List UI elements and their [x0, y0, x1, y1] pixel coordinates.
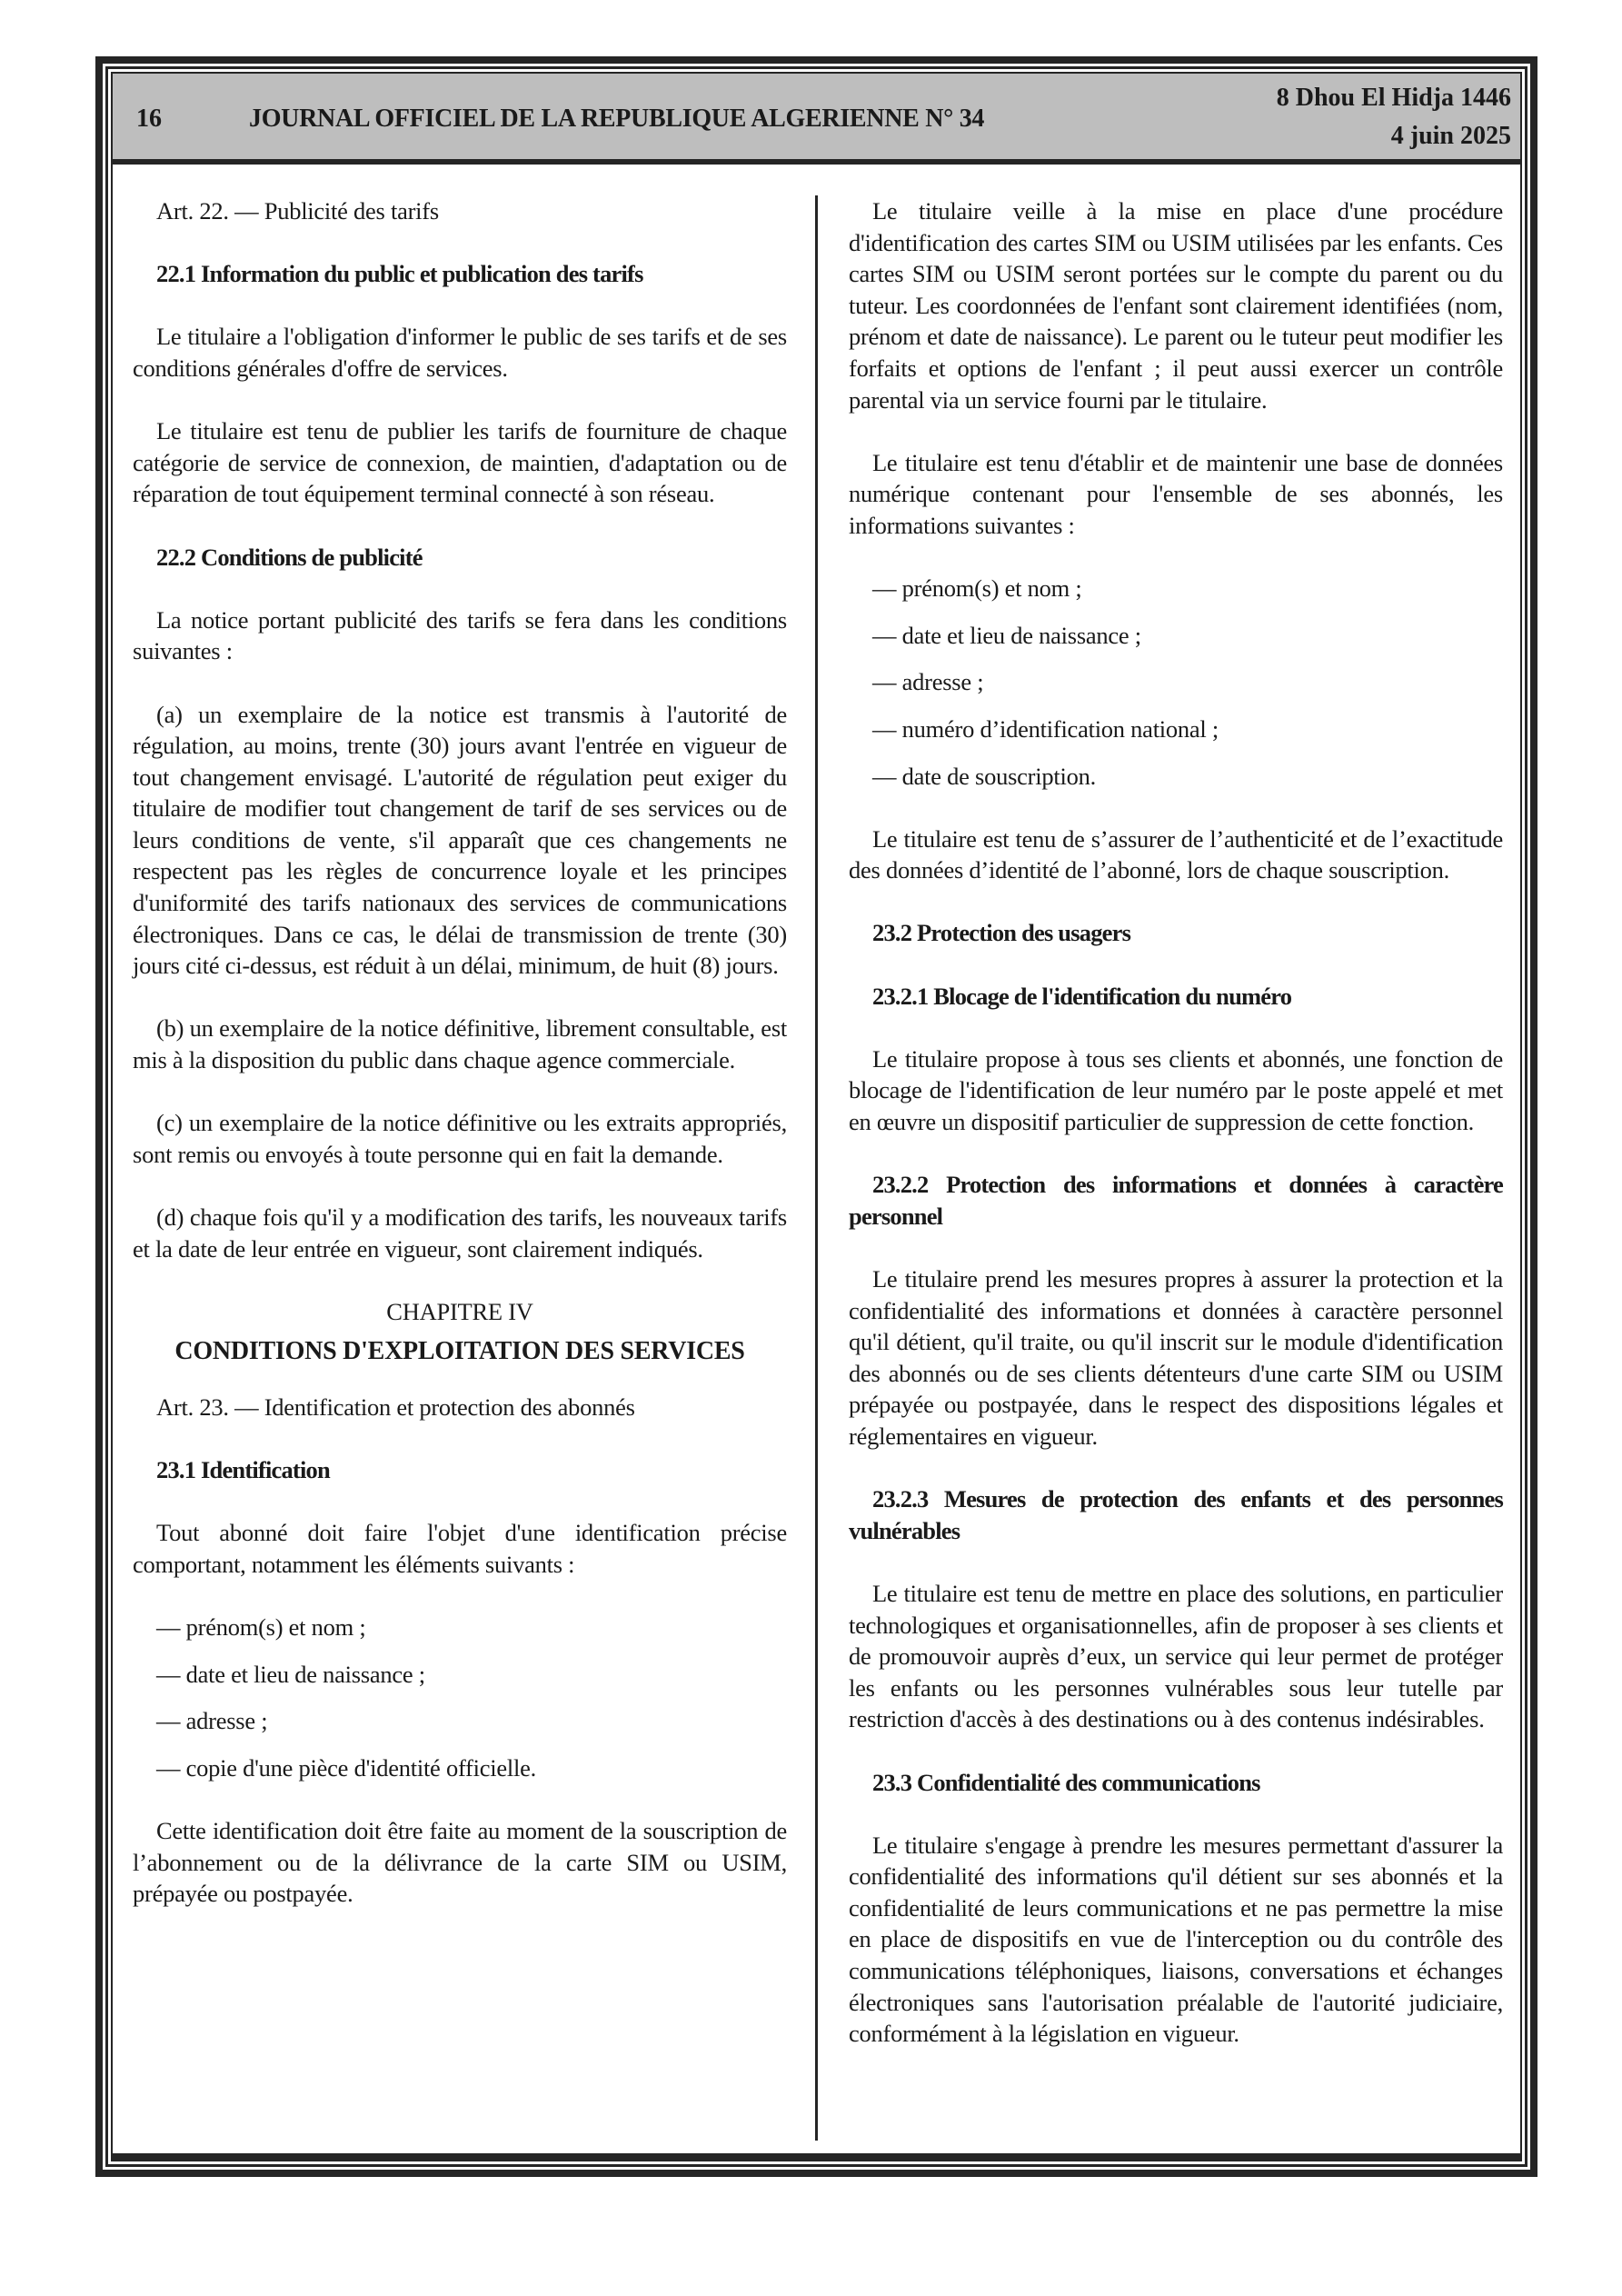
column-divider: [815, 195, 818, 2141]
section-heading: 23.2.2 Protection des informations et données à caractère personnel: [849, 1171, 1503, 1230]
section-heading: 23.2.3 Mesures de protection des enfants et des personnes vulnérables: [849, 1485, 1503, 1544]
paragraph: Le titulaire propose à tous ses clients et abonnés, une fonction de blocage de l'identification de leur numéro par le poste appelé et met en œuvre un dispositif particulier de suppression de cette fonction.: [849, 1044, 1503, 1136]
paragraph: Tout abonné doit faire l'objet d'une identification précise comportant, notamment les éléments suivants :: [133, 1519, 787, 1578]
list-item: — date et lieu de naissance ;: [156, 1660, 425, 1688]
paragraph: Art. 23. — Identification et protection des abonnés: [156, 1393, 635, 1421]
list-item: — adresse ;: [156, 1707, 268, 1735]
list-item: — date et lieu de naissance ;: [872, 621, 1141, 649]
journal-header: [113, 74, 1520, 165]
section-heading: 23.1 Identification: [156, 1456, 330, 1484]
list-item: — adresse ;: [872, 668, 984, 696]
paragraph: Cette identification doit être faite au moment de la souscription de l’abonnement ou de la délivrance de la carte SIM ou USIM, prépayée ou postpayée.: [133, 1817, 787, 1908]
paragraph: Le titulaire est tenu de publier les tarifs de fourniture de chaque catégorie de service de connexion, de maintien, d'adaptation ou de réparation de tout équipement terminal connecté à son réseau.: [133, 417, 787, 508]
list-item: — prénom(s) et nom ;: [872, 574, 1082, 603]
paragraph: Art. 22. — Publicité des tarifs: [156, 197, 439, 225]
paragraph: Le titulaire a l'obligation d'informer le public de ses tarifs et de ses conditions générales d'offre de services.: [133, 323, 787, 382]
paragraph: Le titulaire s'engage à prendre les mesures permettant d'assurer la confidentialité des informations qu'il détient sur ses abonnés et la confidentialité de leurs communications et ne pas permettre la mise en place de dispositifs en vue de l'interception ou du contrôle des communications téléphoniques, liaisons, conversations et échanges électroniques sans l'autorisation préalable de l'autorité judiciaire, conformément à la législation en vigueur.: [849, 1831, 1503, 2048]
paragraph: (c) un exemplaire de la notice définitive ou les extraits appropriés, sont remis ou envoyés à toute personne qui en fait la demande.: [133, 1109, 787, 1168]
section-heading: 23.3 Confidentialité des communications: [872, 1768, 1260, 1796]
section-heading: 23.2.1 Blocage de l'identification du numéro: [872, 982, 1292, 1010]
paragraph: La notice portant publicité des tarifs se fera dans les conditions suivantes :: [133, 605, 787, 665]
section-heading: 23.2 Protection des usagers: [872, 919, 1131, 947]
paragraph: Le titulaire est tenu de s’assurer de l’authenticité et de l’exactitude des données d’identité de l’abonné, lors de chaque souscription.: [849, 824, 1503, 884]
paragraph: (a) un exemplaire de la notice est transmis à l'autorité de régulation, au moins, trente (30) jours avant l'entrée en vigueur de tout changement envisagé. L'autorité de régulation peut exiger du titulaire de modifier tout changement de tarif de ses services ou de leurs conditions de vente, s'il apparaît que ces changements ne respectent pas les règles de concurrence loyale et les principes d'uniformité des tarifs nationaux des services de communications électroniques. Dans ce cas, le délai de transmission de trente (30) jours cité ci-dessus, est réduit à un délai, minimum, de huit (8) jours.: [133, 700, 787, 980]
list-item: — date de souscription.: [872, 762, 1096, 790]
list-item: — copie d'une pièce d'identité officielle.: [156, 1753, 536, 1782]
list-item: — numéro d’identification national ;: [872, 714, 1219, 743]
paragraph: Le titulaire prend les mesures propres à assurer la protection et la confidentialité des informations et données à caractère personnel qu'il détient, qu'il traite, ou qu'il inscrit sur le module d'identification des abonnés ou de ses clients détenteurs d'une carte SIM ou USIM prépayée ou postpayée, dans le respect des dispositions légales et réglementaires en vigueur.: [849, 1265, 1503, 1450]
section-heading: 22.2 Conditions de publicité: [156, 543, 423, 571]
date-gregorian: 4 juin 2025: [1390, 122, 1511, 150]
chapter-title: CONDITIONS D'EXPLOITATION DES SERVICES: [174, 1337, 745, 1366]
page-number: 16: [136, 105, 162, 133]
chapter-number: CHAPITRE IV: [386, 1297, 533, 1325]
paragraph: (b) un exemplaire de la notice définitive, librement consultable, est mis à la disposition du public dans chaque agence commerciale.: [133, 1014, 787, 1074]
right-column: [849, 195, 1503, 2081]
paragraph: (d) chaque fois qu'il y a modification des tarifs, les nouveaux tarifs et la date de leur entrée en vigueur, sont clairement indiqués.: [133, 1203, 787, 1263]
list-item: — prénom(s) et nom ;: [156, 1613, 366, 1642]
paragraph: Le titulaire est tenu de mettre en place des solutions, en particulier technologiques et organisationnelles, afin de proposer à ses clients et de promouvoir auprès d’eux, un service qui leur permet de protéger les enfants ou les personnes vulnérables sous leur tutelle par restriction d'accès à des destinations ou à des contenus indésirables.: [849, 1579, 1503, 1733]
paragraph: Le titulaire est tenu d'établir et de maintenir une base de données numérique contenant pour l'ensemble de ses abonnés, les informations suivantes :: [849, 448, 1503, 539]
left-column: [133, 195, 787, 1941]
paragraph: Le titulaire veille à la mise en place d'une procédure d'identification des cartes SIM ou USIM utilisées par les enfants. Ces cartes SIM ou USIM seront portées sur le compte du parent ou du tuteur. Les coordonnées de l'enfant sont clairement identifiées (nom, prénom et date de naissance). Le parent ou le tuteur peut modifier les forfaits et options de l'enfant ; il peut aussi exercer un contrôle parental via un service fourni par le titulaire.: [849, 197, 1503, 414]
issue-date: [1277, 79, 1511, 155]
section-heading: 22.1 Information du public et publication des tarifs: [156, 260, 643, 288]
journal-title: JOURNAL OFFICIEL DE LA REPUBLIQUE ALGERIENNE N° 34: [249, 105, 985, 133]
date-hijri: 8 Dhou El Hidja 1446: [1276, 84, 1511, 112]
